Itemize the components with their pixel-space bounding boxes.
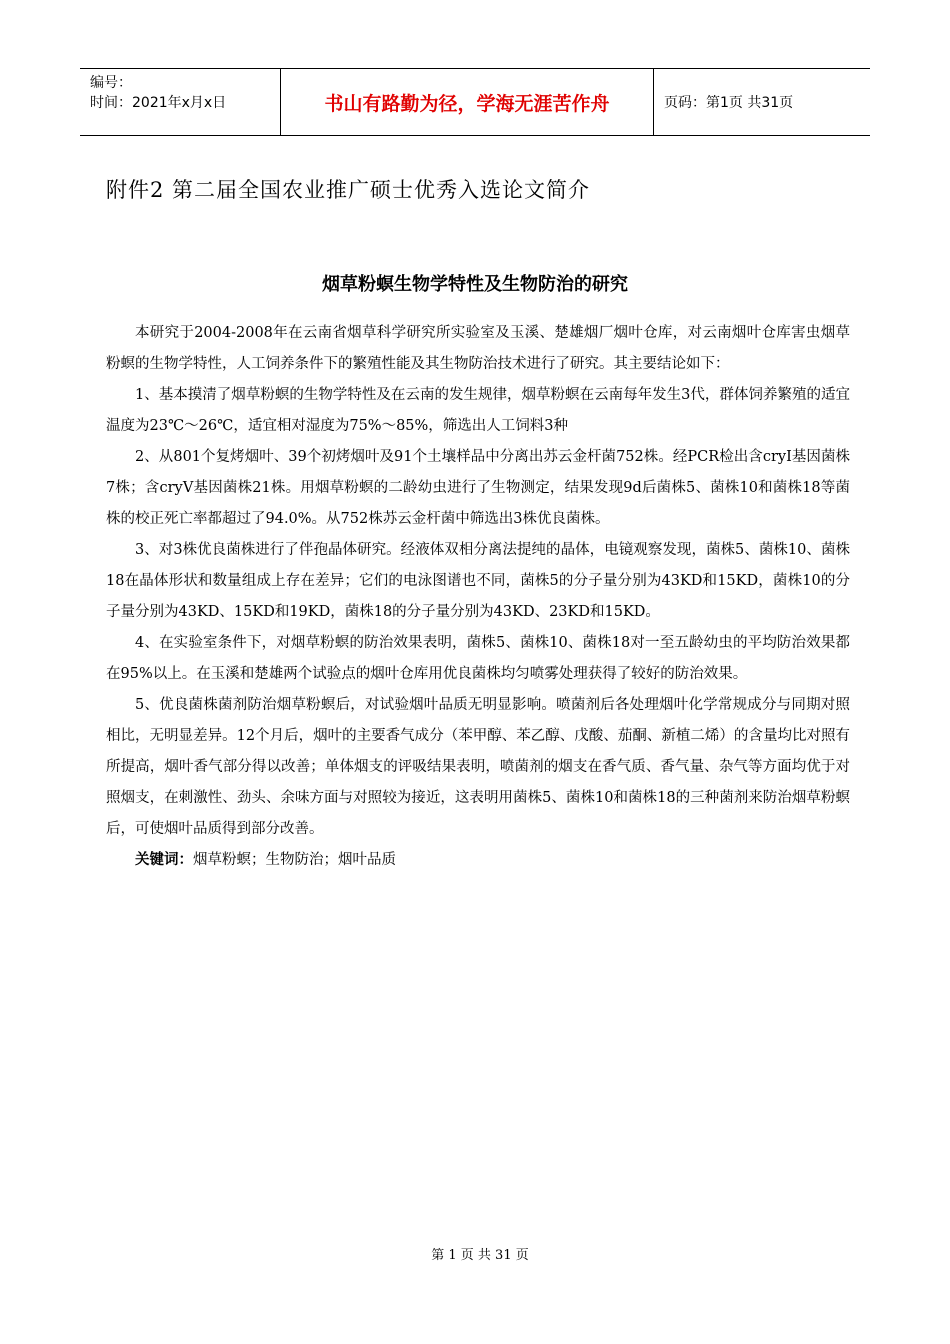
conclusion-paragraph-4: 4、在实验室条件下，对烟草粉螟的防治效果表明，菌株5、菌株10、菌株18对一至五龄幼虫的平均防治效果都在95%以上。在玉溪和楚雄两个试验点的烟叶仓库用优良菌株均匀喷雾处理获得了较好的防治效果。: [106, 635, 850, 682]
conclusion-paragraph-2: 2、从801个复烤烟叶、39个初烤烟叶及91个土壤样品中分离出苏云金杆菌752株。经PCR检出含cryⅠ基因菌株7株；含cryⅤ基因菌株21株。用烟草粉螟的二龄幼虫进行了生物测定，结果发现9d后菌株5、菌株10和菌株18等菌株的校正死亡率都超过了94.0%。从752株苏云金杆菌中筛选出3株优良菌株。: [106, 449, 850, 527]
keywords: [106, 845, 850, 876]
header-meta: [80, 69, 280, 135]
number-label: 编号：: [90, 75, 132, 91]
attachment-title: 附件2 第二届全国农业推广硕士优秀入选论文简介: [106, 178, 591, 202]
keywords-value: 烟草粉螟；生物防治；烟叶品质: [193, 852, 396, 868]
header-motto: 书山有路勤为径，学海无涯苦作舟: [280, 69, 654, 135]
conclusion-paragraph-5: 5、优良菌株菌剂防治烟草粉螟后，对试验烟叶品质无明显影响。喷菌剂后各处理烟叶化学常规成分与同期对照相比，无明显差异。12个月后，烟叶的主要香气成分（苯甲醇、苯乙醇、戊酸、茄酮、新植二烯）的含量均比对照有所提高，烟叶香气部分得以改善；单体烟支的评吸结果表明，喷菌剂的烟支在香气质、香气量、杂气等方面均优于对照烟支，在刺激性、劲头、余味方面与对照较为接近，这表明用菌株5、菌株10和菌株18的三种菌剂来防治烟草粉螟后，可使烟叶品质得到部分改善。: [106, 697, 850, 837]
paper-body: [106, 318, 850, 876]
time-label: 时间：2021年x月x日: [90, 95, 227, 111]
keywords-label: 关键词：: [135, 852, 193, 868]
page-header: [80, 68, 870, 136]
intro-paragraph: 本研究于2004-2008年在云南省烟草科学研究所实验室及玉溪、楚雄烟厂烟叶仓库，对云南烟叶仓库害虫烟草粉螟的生物学特性，人工饲养条件下的繁殖性能及其生物防治技术进行了研究。其主要结论如下：: [106, 325, 850, 372]
conclusion-paragraph-3: 3、对3株优良菌株进行了伴孢晶体研究。经液体双相分离法提纯的晶体，电镜观察发现，菌株5、菌株10、菌株18在晶体形状和数量组成上存在差异；它们的电泳图谱也不同，菌株5的分子量分别为43KD和15KD，菌株10的分子量分别为43KD、15KD和19KD，菌株18的分子量分别为43KD、23KD和15KD。: [106, 542, 850, 620]
header-page-info: 页码：第1页 共31页: [664, 95, 794, 111]
paper-title: 烟草粉螟生物学特性及生物防治的研究: [322, 274, 628, 295]
conclusion-paragraph-1: 1、基本摸清了烟草粉螟的生物学特性及在云南的发生规律，烟草粉螟在云南每年发生3代，群体饲养繁殖的适宜温度为23℃～26℃，适宜相对湿度为75%～85%，筛选出人工饲料3种: [106, 387, 850, 434]
page-footer: 第 1 页 共 31 页: [431, 1248, 529, 1263]
